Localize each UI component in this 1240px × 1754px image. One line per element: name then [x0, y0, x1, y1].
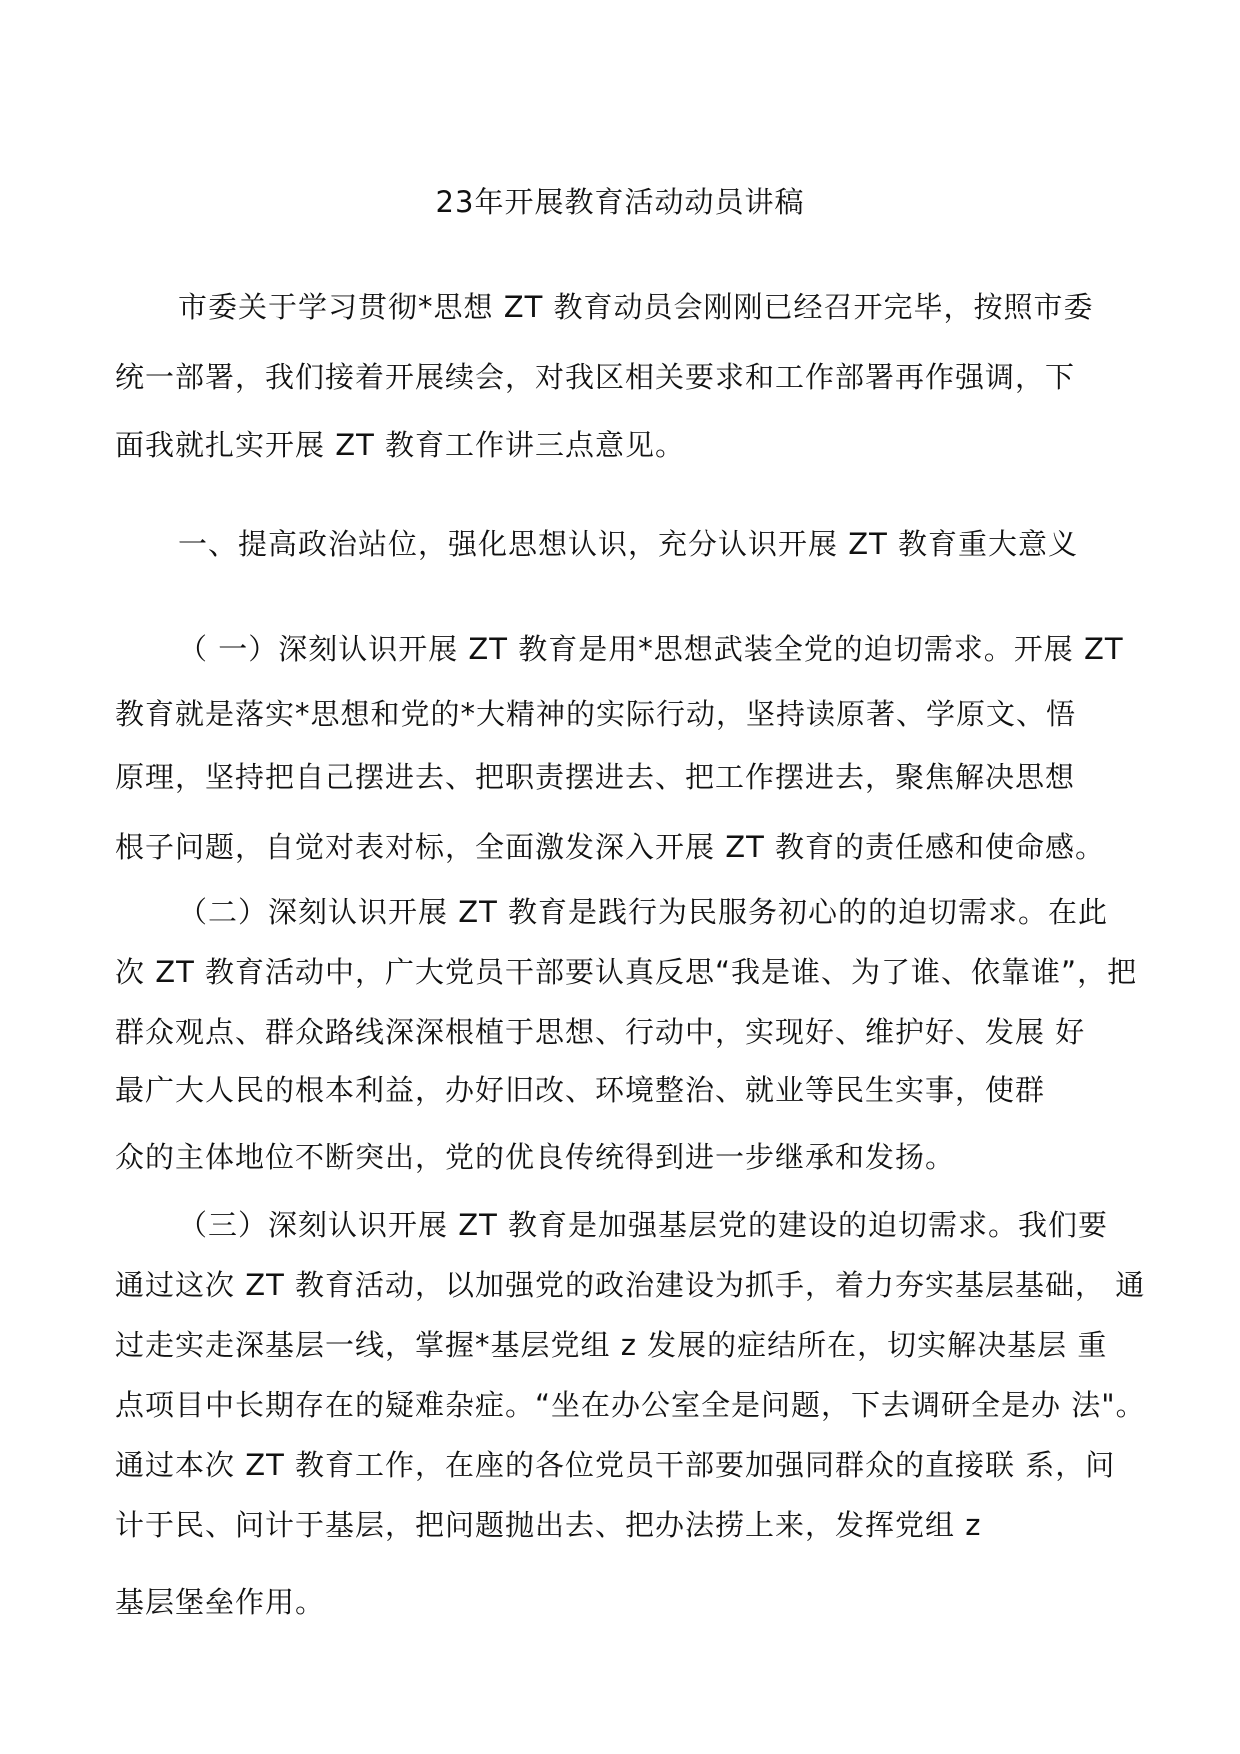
text-line: 众的主体地位不断突出，党的优良传统得到进一步继承和发扬。: [115, 1140, 956, 1174]
text-line: （三）深刻认识开展 ZT 教育是加强基层党的建设的迫切需求。我们要: [178, 1208, 1109, 1242]
text-line: 统一部署，我们接着开展续会，对我区相关要求和工作部署再作强调，下: [115, 360, 1076, 394]
text-line: （ 一）深刻认识开展 ZT 教育是用*思想武装全党的迫切需求。开展 ZT: [178, 632, 1124, 666]
page-title: 23年开展教育活动动员讲稿: [435, 185, 805, 219]
text-line: 过走实走深基层一线，掌握*基层党组 z 发展的症结所在，切实解决基层 重: [115, 1328, 1108, 1362]
text-line: 通过这次 ZT 教育活动，以加强党的政治建设为抓手，着力夯实基层基础， 通: [115, 1268, 1146, 1302]
text-line: 教育就是落实*思想和党的*大精神的实际行动，坚持读原著、学原文、悟: [115, 697, 1077, 731]
text-line: 通过本次 ZT 教育工作，在座的各位党员干部要加强同群众的直接联 系，问: [115, 1448, 1116, 1482]
text-line: 群众观点、群众路线深深根植于思想、行动中，实现好、维护好、发展 好: [115, 1015, 1086, 1049]
text-line: 根子问题，自觉对表对标，全面激发深入开展 ZT 教育的责任感和使命感。: [115, 830, 1106, 864]
text-line: 市委关于学习贯彻*思想 ZT 教育动员会刚刚已经召开完毕，按照市委: [178, 290, 1094, 324]
text-line: 计于民、问计于基层，把问题抛出去、把办法捞上来，发挥党组 z: [115, 1508, 982, 1542]
text-line: 最广大人民的根本利益，办好旧改、环境整治、就业等民生实事，使群: [115, 1073, 1046, 1107]
text-line: （二）深刻认识开展 ZT 教育是践行为民服务初心的的迫切需求。在此: [178, 895, 1109, 929]
section-heading: 一、提高政治站位，强化思想认识，充分认识开展 ZT 教育重大意义: [178, 527, 1079, 561]
text-line: 原理，坚持把自己摆进去、把职责摆进去、把工作摆进去，聚焦解决思想: [115, 760, 1076, 794]
text-line: 点项目中长期存在的疑难杂症。“坐在办公室全是问题，下去调研全是办 法"。: [115, 1388, 1146, 1422]
text-line: 次 ZT 教育活动中，广大党员干部要认真反思“我是谁、为了谁、依靠谁”，把: [115, 955, 1138, 989]
text-line: 基层堡垒作用。: [115, 1585, 326, 1619]
text-line: 面我就扎实开展 ZT 教育工作讲三点意见。: [115, 428, 686, 462]
